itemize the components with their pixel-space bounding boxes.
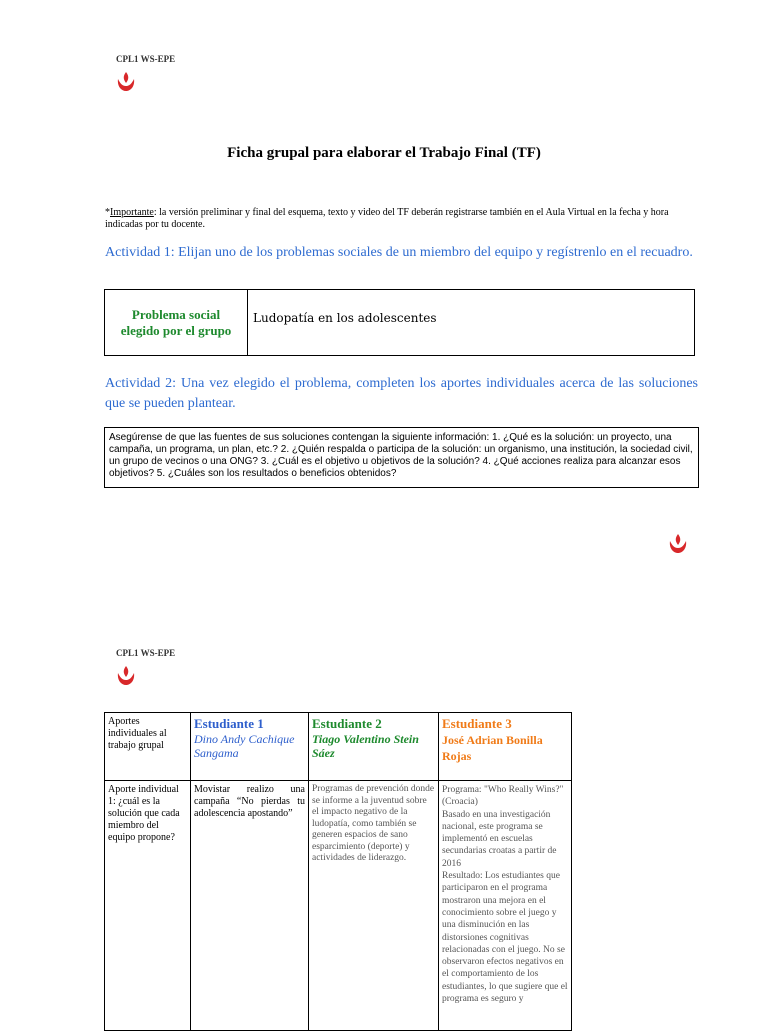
- student-1-answer: Movistar realizo una campaña “No pierdas tu adolescencia apostando”: [191, 781, 309, 1031]
- student-2-name: Tiago Valentino Stein Sáez: [312, 732, 419, 760]
- row-label-cell: Aporte individual 1: ¿cuál es la solución que cada miembro del equipo propone?: [105, 781, 191, 1031]
- table-header-row: [105, 713, 572, 781]
- student-2-header: Estudiante 2 Tiago Valentino Stein Sáez: [309, 713, 439, 781]
- important-note: *Importante: la versión preliminar y final del esquema, texto y video del TF deberán registrarse también en el Aula Virtual en la fecha y hora indicadas por tu docente.: [105, 207, 669, 230]
- header-code: CPL1 WS-EPE: [116, 54, 176, 64]
- university-logo-icon: [115, 70, 137, 94]
- important-label: Importante: [110, 207, 154, 218]
- student-1-name: Dino Andy Cachique Sangama: [194, 732, 295, 760]
- table-row: [105, 781, 572, 1031]
- problem-label: Problema social elegido por el grupo: [120, 306, 232, 338]
- header-code: CPL1 WS-EPE: [116, 648, 176, 658]
- student-1-header: Estudiante 1 Dino Andy Cachique Sangama: [191, 713, 309, 781]
- problem-value: Ludopatía en los adolescentes: [253, 311, 437, 325]
- instructions-box: [104, 427, 699, 488]
- student-3-header: Estudiante 3 José Adrian Bonilla Rojas: [439, 713, 572, 781]
- problem-table: [104, 289, 695, 356]
- corner-label-cell: Aportes individuales al trabajo grupal: [105, 713, 191, 781]
- student-2-answer: Programas de prevención donde se informe a la juventud sobre el impacto negativo de la ludopatía, como también se generen espacios de sano esparcimiento (deporte) y actividades de liderazgo.: [309, 781, 439, 1031]
- contributions-table: [104, 712, 572, 1031]
- student-3-answer: Programa: "Who Really Wins?" (Croacia) Basado en una investigación nacional, este programa se implementó en escuelas secundarias croatas a partir de 2016 Resultado: Los estudiantes que participaron en el programa mostraron una mejora en el conocimiento sobre el juego y una disminución en las distorsiones cognitivas relacionadas con el juego. No se observaron efectos negativos en el comportamiento de los estudiantes, lo que sugiere que el programa es seguro y: [439, 781, 572, 1031]
- problem-label-cell: [105, 290, 248, 355]
- university-logo-icon: [667, 532, 689, 556]
- student-3-name: José Adrian Bonilla Rojas: [442, 733, 543, 763]
- activity-1-heading: Actividad 1: Elijan uno de los problemas sociales de un miembro del equipo y regístrenlo en el recuadro.: [105, 245, 693, 260]
- university-logo-icon: [115, 664, 137, 688]
- activity-2-heading: Actividad 2: Una vez elegido el problema, completen los aportes individuales acerca de las soluciones que se pueden plantear.: [105, 376, 698, 411]
- page-title: Ficha grupal para elaborar el Trabajo Final (TF): [227, 145, 541, 161]
- instructions-text: Asegúrense de que las fuentes de sus soluciones contengan la siguiente información: 1. ¿Qué es la solución: un proyecto, una campaña, un programa, un plan, etc.? 2. ¿Quién respalda o participa de la solución: un organismo, una institución, la sociedad civil, un grupo de vecinos o una ONG? 3. ¿Cuál es el objetivo u objetivos de la solución? 4. ¿Qué acciones realiza para alcanzar esos objetivos? 5. ¿Cuáles son los resultados o beneficios obtenidos?: [109, 432, 693, 479]
